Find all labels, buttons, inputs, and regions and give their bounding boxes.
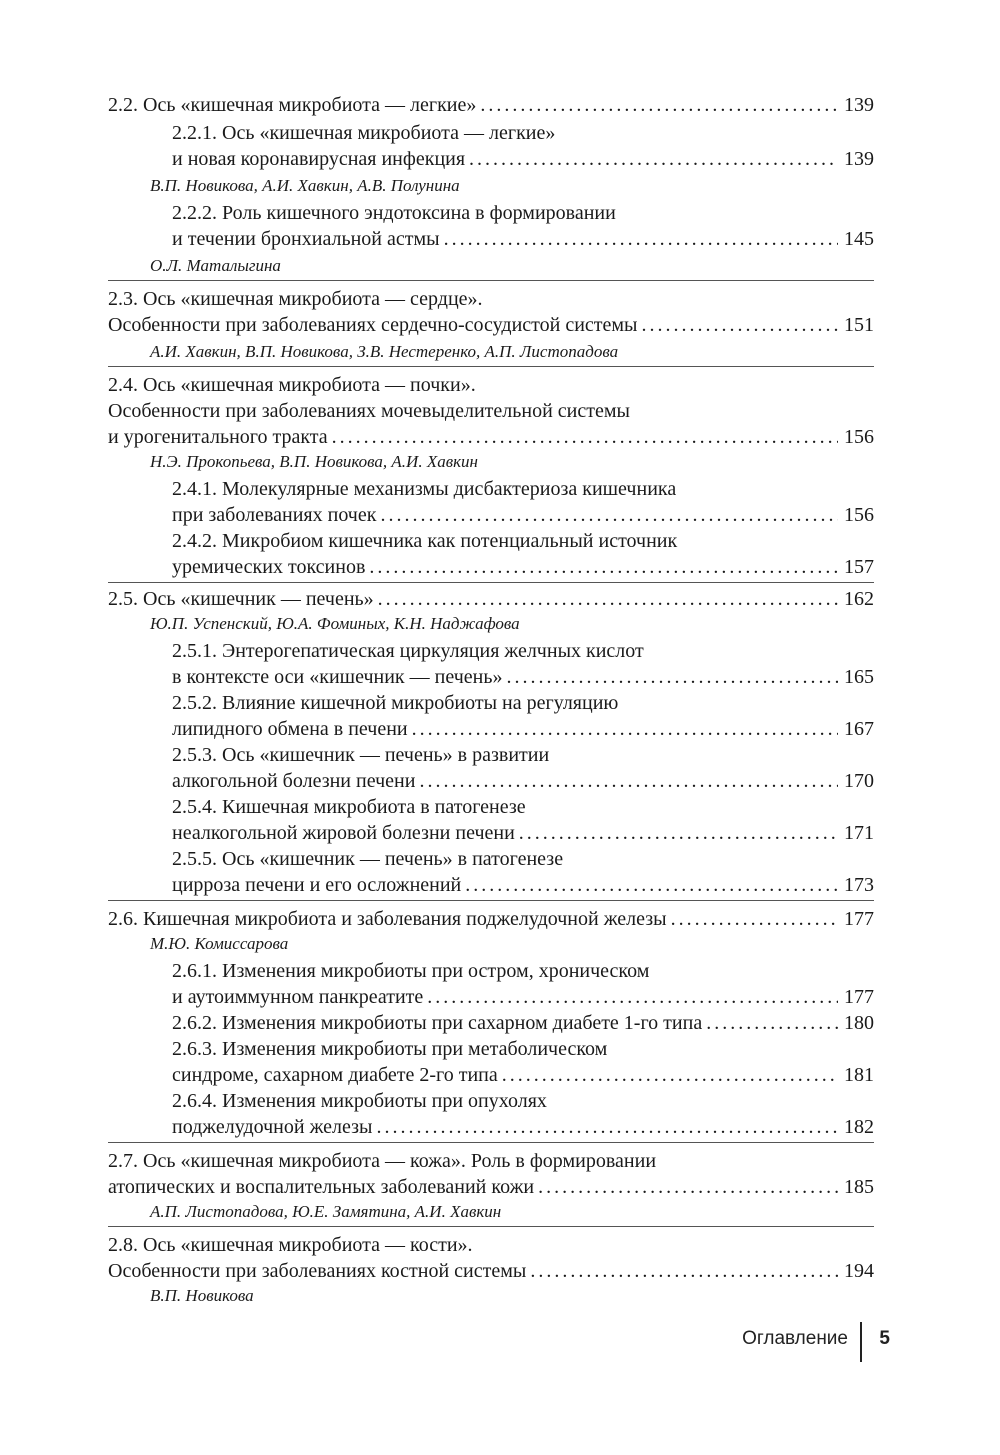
leader-dots	[671, 904, 838, 934]
toc-authors: Ю.П. Успенский, Ю.А. Фоминых, К.Н. Наджафова	[150, 614, 520, 633]
toc-entry-title: 2.6.2. Изменения микробиоты при сахарном диабете 1-го типа	[172, 1012, 703, 1034]
leader-dots	[642, 310, 839, 340]
toc-page-number: 194	[844, 1260, 874, 1282]
toc-page-number: 139	[844, 148, 874, 170]
toc-entry[interactable]	[108, 1256, 874, 1286]
toc-entry-title: 2.2. Ось «кишечная микробиота — легкие»	[108, 94, 477, 116]
toc-page-number: 170	[844, 770, 874, 792]
toc-entry[interactable]	[172, 144, 874, 174]
section-divider	[108, 280, 874, 281]
running-footer-label: Оглавление	[742, 1328, 848, 1349]
toc-page-number: 156	[844, 426, 874, 448]
toc-page-number: 177	[844, 986, 874, 1008]
toc-page-number: 177	[844, 908, 874, 930]
toc-entry-title: алкогольной болезни печени	[172, 770, 416, 792]
toc-page-number: 139	[844, 94, 874, 116]
toc-entry-title: поджелудочной железы	[172, 1116, 373, 1138]
toc-entry-title: Особенности при заболеваниях костной системы	[108, 1260, 527, 1282]
toc-page-number: 151	[844, 314, 874, 336]
toc-page-number: 171	[844, 822, 874, 844]
section-divider	[108, 1226, 874, 1227]
toc-page-number: 156	[844, 504, 874, 526]
toc-page-number: 181	[844, 1064, 874, 1086]
toc-entry-line: Особенности при заболеваниях мочевыделительной системы	[108, 400, 630, 422]
section-divider	[108, 366, 874, 367]
toc-entry[interactable]	[108, 90, 874, 120]
toc-entry[interactable]	[172, 552, 874, 582]
toc-authors: А.И. Хавкин, В.П. Новикова, З.В. Нестеренко, А.П. Листопадова	[150, 342, 619, 361]
toc-entry-line: 2.2.2. Роль кишечного эндотоксина в формировании	[172, 202, 616, 224]
leader-dots	[538, 1172, 838, 1202]
toc-authors: А.П. Листопадова, Ю.Е. Замятина, А.И. Хавкин	[150, 1202, 502, 1221]
toc-entry-line: 2.5.4. Кишечная микробиота в патогенезе	[172, 796, 526, 818]
toc-entry-title: 2.6. Кишечная микробиота и заболевания поджелудочной железы	[108, 908, 667, 930]
toc-entry-title: Особенности при заболеваниях сердечно-сосудистой системы	[108, 314, 638, 336]
leader-dots	[378, 584, 838, 614]
toc-entry-line: 2.2.1. Ось «кишечная микробиота — легкие»	[172, 122, 556, 144]
toc-authors: М.Ю. Комиссарова	[150, 934, 289, 953]
toc-entry[interactable]	[108, 310, 874, 340]
toc-entry[interactable]	[108, 422, 874, 452]
toc-entry-line: 2.5.2. Влияние кишечной микробиоты на регуляцию	[172, 692, 619, 714]
section-divider	[108, 900, 874, 901]
toc-entry-line: 2.4.1. Молекулярные механизмы дисбактериоза кишечника	[172, 478, 677, 500]
toc-entry-title: атопических и воспалительных заболеваний кожи	[108, 1176, 535, 1198]
footer-divider	[860, 1322, 862, 1362]
toc-entry-line: 2.6.4. Изменения микробиоты при опухолях	[172, 1090, 547, 1112]
toc-entry-line: 2.4. Ось «кишечная микробиота — почки».	[108, 374, 476, 396]
toc-entry[interactable]	[172, 224, 874, 254]
leader-dots	[480, 90, 838, 120]
toc-entry-title: и течении бронхиальной астмы	[172, 228, 440, 250]
toc-entry-title: в контексте оси «кишечник — печень»	[172, 666, 503, 688]
toc-page-number: 157	[844, 556, 874, 578]
toc-entry-title: и новая коронавирусная инфекция	[172, 148, 466, 170]
leader-dots	[376, 1112, 838, 1142]
toc-entry[interactable]	[108, 1172, 874, 1202]
toc-entry-title: при заболеваниях почек	[172, 504, 377, 526]
toc-entry-line: 2.8. Ось «кишечная микробиота — кости».	[108, 1234, 473, 1256]
leader-dots	[469, 144, 838, 174]
toc-page-number: 185	[844, 1176, 874, 1198]
toc-entry-line: 2.4.2. Микробиом кишечника как потенциальный источник	[172, 530, 678, 552]
toc-entry-line: 2.6.3. Изменения микробиоты при метаболическом	[172, 1038, 608, 1060]
toc-entry-title: цирроза печени и его осложнений	[172, 874, 462, 896]
toc-entry-line: 2.5.3. Ось «кишечник — печень» в развитии	[172, 744, 550, 766]
toc-entry-line: 2.7. Ось «кишечная микробиота — кожа». Роль в формировании	[108, 1150, 657, 1172]
toc-authors: Н.Э. Прокопьева, В.П. Новикова, А.И. Хавкин	[150, 452, 478, 471]
toc-entry-title: синдроме, сахарном диабете 2-го типа	[172, 1064, 498, 1086]
toc-entry-title: и аутоиммунном панкреатите	[172, 986, 424, 1008]
toc-entry-line: 2.5.5. Ось «кишечник — печень» в патогенезе	[172, 848, 564, 870]
page-footer	[600, 1322, 890, 1362]
leader-dots	[444, 224, 838, 254]
toc-page-number: 162	[844, 588, 874, 610]
toc-page-number: 165	[844, 666, 874, 688]
toc-authors: О.Л. Маталыгина	[150, 256, 281, 275]
toc-entry-line: 2.3. Ось «кишечная микробиота — сердце».	[108, 288, 483, 310]
toc-page-number: 182	[844, 1116, 874, 1138]
toc-entry-title: неалкогольной жировой болезни печени	[172, 822, 515, 844]
toc-authors: В.П. Новикова, А.И. Хавкин, А.В. Полунина	[150, 176, 460, 195]
toc-entry-title: 2.5. Ось «кишечник — печень»	[108, 588, 374, 610]
toc-entry-line: 2.5.1. Энтерогепатическая циркуляция желчных кислот	[172, 640, 644, 662]
toc-entry[interactable]	[172, 870, 874, 900]
toc-page-number: 180	[844, 1012, 874, 1034]
toc-page-number: 167	[844, 718, 874, 740]
section-divider	[108, 582, 874, 583]
leader-dots	[465, 870, 838, 900]
toc-entry-line: 2.6.1. Изменения микробиоты при остром, хроническом	[172, 960, 650, 982]
leader-dots	[530, 1256, 838, 1286]
page-number: 5	[879, 1328, 890, 1349]
toc-entry-title: и урогенитального тракта	[108, 426, 328, 448]
toc-page-number: 145	[844, 228, 874, 250]
section-divider	[108, 1142, 874, 1143]
toc-entry[interactable]	[108, 584, 874, 614]
toc-authors: В.П. Новикова	[150, 1286, 254, 1305]
toc-entry-title: уремических токсинов	[172, 556, 366, 578]
toc-entry[interactable]	[172, 1112, 874, 1142]
leader-dots	[369, 552, 838, 582]
toc-page-number: 173	[844, 874, 874, 896]
leader-dots	[332, 422, 838, 452]
toc-entry-title: липидного обмена в печени	[172, 718, 408, 740]
toc-entry[interactable]	[108, 904, 874, 934]
